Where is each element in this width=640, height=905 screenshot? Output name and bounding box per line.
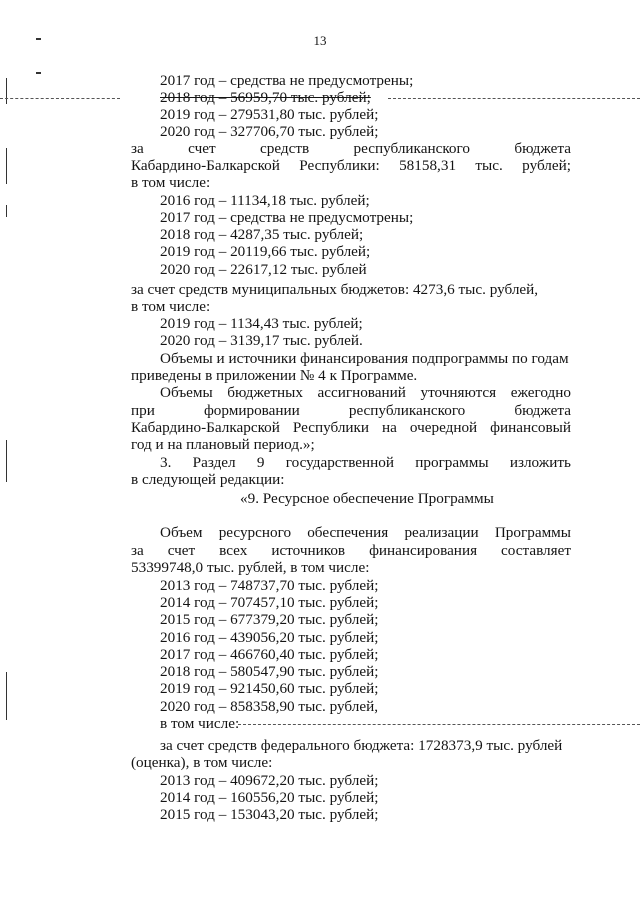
text-line: 2020 год – 327706,70 тыс. рублей;: [160, 123, 379, 140]
text-line: 2019 год – 921450,60 тыс. рублей;: [160, 680, 379, 697]
text-line: 2014 год – 707457,10 тыс. рублей;: [160, 594, 379, 611]
text-line: 2013 год – 409672,20 тыс. рублей;: [160, 772, 379, 789]
word: бюджетных: [227, 384, 303, 401]
text-line: [131, 542, 571, 559]
scan-mark: [6, 205, 7, 217]
text-line: [160, 524, 571, 541]
word: при: [131, 402, 155, 419]
word: формировании: [203, 402, 300, 419]
word: всех: [219, 542, 248, 559]
word: обеспечения: [307, 524, 389, 541]
text-line: в том числе:: [131, 174, 211, 191]
text-line: [160, 454, 571, 471]
text-line: 2014 год – 160556,20 тыс. рублей;: [160, 789, 379, 806]
word: программы: [415, 454, 489, 471]
word: средств: [259, 140, 310, 157]
section-heading: «9. Ресурсное обеспечение Программы: [240, 490, 494, 507]
word: составляет: [501, 542, 571, 559]
word: Республики: [292, 419, 370, 436]
word: изложить: [509, 454, 571, 471]
text-line: [131, 140, 571, 157]
word: Объемы: [160, 384, 213, 401]
word: Раздел: [192, 454, 236, 471]
word: республиканского: [348, 402, 466, 419]
text-line: 2013 год – 748737,70 тыс. рублей;: [160, 577, 379, 594]
fold-line: [238, 724, 640, 725]
scan-mark: [6, 440, 7, 482]
text-line: 2019 год – 279531,80 тыс. рублей;: [160, 106, 379, 123]
word: уточняются: [420, 384, 497, 401]
word: 3.: [160, 454, 172, 471]
word: Кабардино-Балкарской: [131, 419, 280, 436]
word: реализации: [404, 524, 479, 541]
text-line: 2020 год – 858358,90 тыс. рублей,: [160, 698, 378, 715]
text-line: 2018 год – 4287,35 тыс. рублей;: [160, 226, 364, 243]
word: ресурсного: [218, 524, 292, 541]
word: тыс.: [475, 157, 503, 174]
text-line: 2015 год – 677379,20 тыс. рублей;: [160, 611, 379, 628]
text-line: [131, 419, 571, 436]
word: Объем: [160, 524, 203, 541]
fold-line: [0, 98, 120, 99]
word: бюджета: [514, 402, 571, 419]
text-line: 2016 год – 11134,18 тыс. рублей;: [160, 192, 370, 209]
word: 58158,31: [399, 157, 457, 174]
text-line: Объемы и источники финансирования подпрограммы по годам: [160, 350, 569, 367]
text-line: в следующей редакции:: [131, 471, 285, 488]
word: Программы: [494, 524, 571, 541]
text-line: в том числе:: [131, 298, 211, 315]
text-line: (оценка), в том числе:: [131, 754, 273, 771]
word: государственной: [285, 454, 394, 471]
word: очередной: [409, 419, 478, 436]
word: бюджета: [514, 140, 571, 157]
text-line: [131, 157, 571, 174]
text-line: 53399748,0 тыс. рублей, в том числе:: [131, 559, 370, 576]
text-line: 2020 год – 3139,17 тыс. рублей.: [160, 332, 363, 349]
page-number: 13: [313, 33, 327, 48]
scan-mark: [6, 78, 7, 104]
text-line: [160, 384, 571, 401]
word: Кабардино-Балкарской: [131, 157, 280, 174]
text-line: 2015 год – 153043,20 тыс. рублей;: [160, 806, 379, 823]
text-line: 2016 год – 439056,20 тыс. рублей;: [160, 629, 379, 646]
word: 9: [256, 454, 265, 471]
text-line: [131, 402, 571, 419]
word: финансирования: [369, 542, 478, 559]
scan-mark: [36, 72, 41, 74]
text-line: 2019 год – 20119,66 тыс. рублей;: [160, 243, 371, 260]
text-line: год и на плановый период.»;: [131, 436, 315, 453]
text-line: 2020 год – 22617,12 тыс. рублей: [160, 261, 367, 278]
word: Республики:: [299, 157, 380, 174]
text-line: приведены в приложении № 4 к Программе.: [131, 367, 418, 384]
text-line: 2018 год – 580547,90 тыс. рублей;: [160, 663, 379, 680]
scan-mark: [6, 148, 7, 184]
word: республиканского: [353, 140, 470, 157]
word: на: [382, 419, 397, 436]
text-line: в том числе:: [160, 715, 240, 732]
word: рублей;: [522, 157, 571, 174]
text-line: 2017 год – средства не предусмотрены;: [160, 72, 414, 89]
text-line: за счет средств федерального бюджета: 1728373,9 тыс. рублей: [160, 737, 563, 754]
text-line: 2018 год – 56959,70 тыс. рублей;: [160, 89, 371, 106]
scan-mark: [6, 672, 7, 720]
word: ассигнований: [317, 384, 406, 401]
word: счет: [188, 140, 216, 157]
text-line: 2017 год – 466760,40 тыс. рублей;: [160, 646, 379, 663]
word: счет: [167, 542, 196, 559]
text-line: за счет средств муниципальных бюджетов: 4273,6 тыс. рублей,: [131, 281, 539, 298]
fold-line: [388, 98, 640, 99]
word: ежегодно: [510, 384, 571, 401]
word: источников: [271, 542, 346, 559]
text-line: 2019 год – 1134,43 тыс. рублей;: [160, 315, 363, 332]
word: финансовый: [490, 419, 571, 436]
scan-mark: [36, 38, 41, 40]
text-line: 2017 год – средства не предусмотрены;: [160, 209, 414, 226]
word: за: [131, 140, 144, 157]
word: за: [131, 542, 144, 559]
